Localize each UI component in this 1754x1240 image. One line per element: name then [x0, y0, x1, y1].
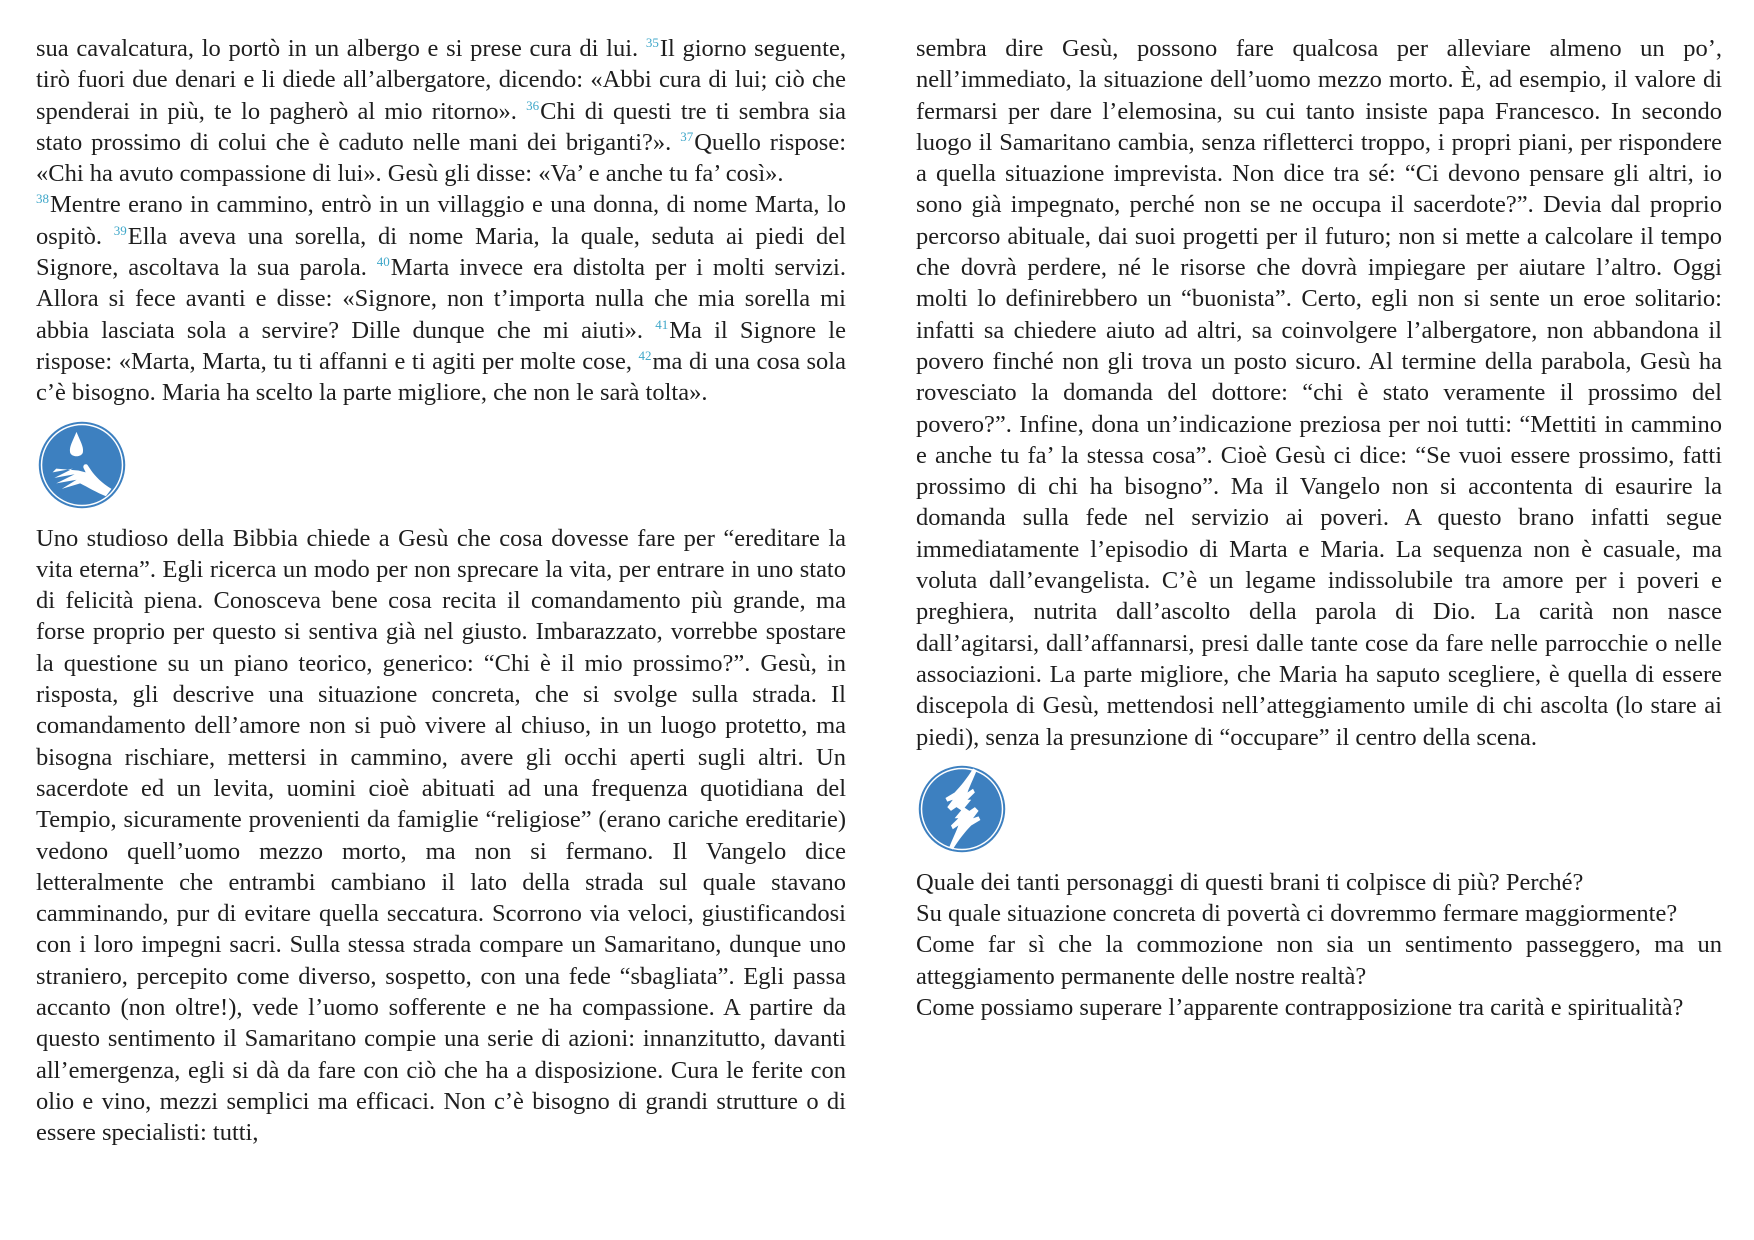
verse-number: 37 — [680, 128, 694, 144]
gospel-passage-samaritan — [36, 33, 846, 189]
verse-text: Marta invece era distolta per i molti servizi. Allora si fece avanti e disse: «Signore, non t’importa nulla che mia sorella mi abbia lasciata sola a servire? Dille dunque che mi aiuti». — [36, 254, 846, 344]
verse-text: sua cavalcatura, lo portò in un albergo e si prese cura di lui. — [36, 35, 646, 62]
verse-number: 35 — [645, 35, 659, 50]
right-column — [916, 33, 1722, 1023]
verse-number: 38 — [36, 191, 49, 207]
reflection-question: Quale dei tanti personaggi di questi brani ti colpisce di più? Perché? — [916, 868, 1584, 896]
verse-text: Mentre erano in cammino, entrò in un villaggio e una donna, di nome Marta, lo ospitò. — [36, 191, 846, 250]
verse-text: ma di una cosa sola c’è bisogno. Maria ha scelto la parte migliore, che non le sarà tolta». — [36, 347, 846, 407]
reflection-question: Come far sì che la commozione non sia un sentimento passeggero, ma un atteggiamento permanente delle nostre realtà? — [916, 931, 1722, 990]
verse-text: Chi di questi tre ti sembra sia stato prossimo di colui che è caduto nelle mani dei briganti?». — [36, 97, 846, 156]
verse-text: Ma il Signore le rispose: «Marta, Marta, tu ti affanni e ti agiti per molte cose, — [36, 316, 846, 375]
verse-number: 41 — [655, 316, 669, 332]
helping-hands-icon — [916, 763, 1008, 855]
commentary-paragraph: Uno studioso della Bibbia chiede a Gesù che cosa dovesse fare per “ereditare la vita eterna”. Egli ricerca un modo per non sprecare la vita, per entrare in uno stato di felicità piena. Conosceva bene cosa recita il comandamento più grande, ma forse proprio per questo si sentiva già nel giusto. Imbarazzato, vorrebbe spostare la questione su un piano teorico, generico: “Chi è il mio prossimo?”. Gesù, in risposta, gli descrive una situazione concreta, che si svolge sulla strada. Il comandamento dell’amore non si può vivere al chiuso, in un luogo protetto, ma bisogna rischiare, mettersi in cammino, avere gli occhi aperti sugli altri. Un sacerdote ed un levita, uomini cioè abituati ad una frequenza quotidiana del Tempio, sicuramente provenienti da famiglie “religiose” (erano cariche ereditarie) vedono quell’uomo mezzo morto, ma non si fermano. Il Vangelo dice letteralmente che entrambi cambiano il lato della strada sul quale stavano camminando, pur di evitare quella seccatura. Scorrono via veloci, giustificandosi con i loro impegni sacri. Sulla stessa strada compare un Samaritano, dunque uno straniero, percepito come diverso, sospetto, con una fede “sbagliata”. Egli passa accanto (non oltre!), vede l’uomo sofferente e ne ha compassione. A partire da questo sentimento il Samaritano compie una serie di azioni: innanzitutto, davanti all’emergenza, egli si dà da fare con ciò che ha a disposizione. Cura le ferite con olio e vino, mezzi semplici ma efficaci. Non c’è bisogno di grandi strutture o di essere specialisti: tutti, — [36, 524, 846, 1147]
hand-with-flame-icon — [36, 419, 128, 511]
verse-text: Il giorno seguente, tirò fuori due denari e li diede all’albergatore, dicendo: «Abbi cura di lui; ciò che spenderai in più, te lo pagherò al mio ritorno». — [36, 35, 846, 125]
reflection-question: Come possiamo superare l’apparente contrapposizione tra carità e spiritualità? — [916, 994, 1684, 1022]
verse-number: 39 — [113, 222, 127, 238]
verse-text: Quello rispose: «Chi ha avuto compassione di lui». Gesù gli disse: «Va’ e anche tu fa’ così». — [36, 128, 846, 188]
verse-number: 42 — [638, 347, 652, 363]
reflection-question: Su quale situazione concreta di povertà ci dovremmo fermare maggiormente? — [916, 900, 1678, 928]
gospel-passage-marta-maria — [36, 189, 846, 408]
commentary-paragraph-continued: sembra dire Gesù, possono fare qualcosa per alleviare almeno un po’, nell’immediato, la situazione dell’uomo mezzo morto. È, ad esempio, il valore di fermarsi per dare l’elemosina, su cui tanto insiste papa Francesco. In secondo luogo il Samaritano cambia, senza rifletterci troppo, i propri piani, per rispondere a quella situazione imprevista. Non dice tra sé: “Ci devono pensare gli altri, io sono già impegnato, perché non se ne occupa il sacerdote?”. Devia dal proprio percorso abituale, dai suoi progetti per il futuro; non si mette a calcolare il tempo che dovrà perdere, né le risorse che dovrà impiegare per aiutare l’altro. Oggi molti lo definirebbero un “buonista”. Certo, egli non si sente un eroe solitario: infatti sa chiedere aiuto ad altri, sa coinvolgere l’albergatore, non abbandona il povero finché non gli trova un posto sicuro. Al termine della parabola, Gesù ha rovesciato la domanda del dottore: “chi è stato veramente il prossimo del povero?”. Infine, dona un’indicazione preziosa per noi tutti: “Mettiti in cammino e anche tu fa’ la stessa cosa”. Cioè Gesù ci dice: “Se vuoi essere prossimo, fatti prossimo di chi ha bisogno”. Ma il Vangelo non si accontenta di esaurire la domanda sulla fede nel servizio ai poveri. A questo brano infatti segue immediatamente l’episodio di Marta e Maria. La sequenza non è casuale, ma voluta dall’evangelista. C’è un legame indissolubile tra amore per i poveri e preghiera, nutrita dall’ascolto della parola di Dio. La carità non nasce dall’agitarsi, dall’affannarsi, presi dalle tante cose da fare nelle parrocchie o nelle associazioni. La parte migliore, che Maria ha saputo scegliere, è quella di essere discepola di Gesù, mettendosi nell’atteggiamento umile di chi ascolta (lo stare ai piedi), senza la presunzione di “occupare” il centro della scena. — [916, 35, 1722, 751]
left-column — [36, 33, 846, 1149]
verse-number: 40 — [376, 254, 390, 270]
verse-number: 36 — [526, 97, 540, 113]
verse-text: Ella aveva una sorella, di nome Maria, la quale, seduta ai piedi del Signore, ascoltava la sua parola. — [36, 222, 846, 282]
